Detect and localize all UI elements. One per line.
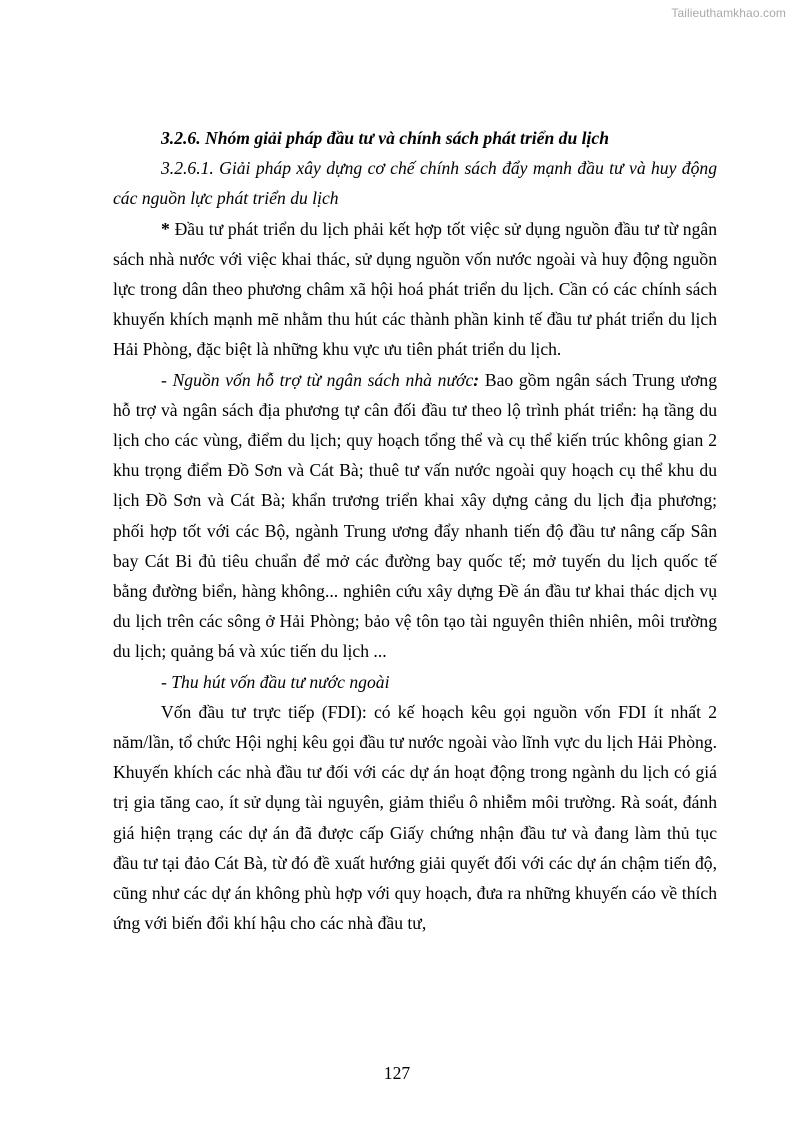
paragraph-text: Đầu tư phát triển du lịch phải kết hợp tốt việc sử dụng nguồn đầu tư từ ngân sách nhà nước với việc khai thác, sử dụng nguồn vốn nước ngoài và huy động nguồn lực trong dân theo phương châm xã hội hoá phát triển du lịch. Cần có các chính sách khuyến khích mạnh mẽ nhằm thu hút các thành phần kinh tế đầu tư phát triển du lịch Hải Phòng, đặc biệt là những khu vực ưu tiên phát triển du lịch. — [113, 218, 717, 360]
paragraph-state-budget — [113, 365, 717, 667]
paragraph-text: Bao gồm ngân sách Trung ương hỗ trợ và ngân sách địa phương tự cân đối đầu tư theo lộ trình phát triển: hạ tầng du lịch cho các vùng, điểm du lịch; quy hoạch tổng thể và cụ thể kiến trúc không gian 2 khu trọng điểm Đồ Sơn và Cát Bà; thuê tư vấn nước ngoài quy hoạch cụ thể khu du lịch Đồ Sơn và Cát Bà; khẩn trương triển khai xây dựng cảng du lịch địa phương; phối hợp tốt với các Bộ, ngành Trung ương đẩy nhanh tiến độ đầu tư nâng cấp Sân bay Cát Bi đủ tiêu chuẩn để mở các đường bay quốc tế; mở tuyến du lịch quốc tế bằng đường biển, hàng không... nghiên cứu xây dựng Đề án đầu tư khai thác dịch vụ du lịch trên các sông ở Hải Phòng; bảo vệ tôn tạo tài nguyên thiên nhiên, môi trường du lịch; quảng bá và xúc tiến du lịch ... — [113, 369, 717, 662]
paragraph-lead: - Nguồn vốn hỗ trợ từ ngân sách nhà nước — [161, 369, 474, 390]
paragraph-foreign-investment-heading: - Thu hút vốn đầu tư nước ngoài — [161, 671, 390, 692]
section-heading: 3.2.6. Nhóm giải pháp đầu tư và chính sách phát triển du lịch — [161, 128, 610, 148]
document-body — [113, 123, 717, 938]
bullet-asterisk: * — [161, 218, 170, 239]
lead-colon: : — [473, 369, 480, 390]
subsection-heading: 3.2.6.1. Giải pháp xây dựng cơ chế chính sách đẩy mạnh đầu tư và huy động các nguồn lực phát triển du lịch — [113, 158, 717, 209]
watermark: Tailieuthamkhao.com — [671, 6, 786, 20]
paragraph-investment-principle — [113, 214, 717, 365]
page-number: 127 — [383, 1063, 411, 1083]
paragraph-fdi: Vốn đầu tư trực tiếp (FDI): có kế hoạch kêu gọi nguồn vốn FDI ít nhất 2 năm/lần, tổ chức Hội nghị kêu gọi đầu tư nước ngoài vào lĩnh vực du lịch Hải Phòng. Khuyến khích các nhà đầu tư đối với các dự án hoạt động trong ngành du lịch có giá trị gia tăng cao, ít sử dụng tài nguyên, giảm thiểu ô nhiễm môi trường. Rà soát, đánh giá hiện trạng các dự án đã được cấp Giấy chứng nhận đầu tư và đang làm thủ tục đầu tư tại đảo Cát Bà, từ đó đề xuất hướng giải quyết đối với các dự án chậm tiến độ, cũng như các dự án không phù hợp với quy hoạch, đưa ra những khuyến cáo về thích ứng với biến đổi khí hậu cho các nhà đầu tư, — [113, 701, 717, 934]
